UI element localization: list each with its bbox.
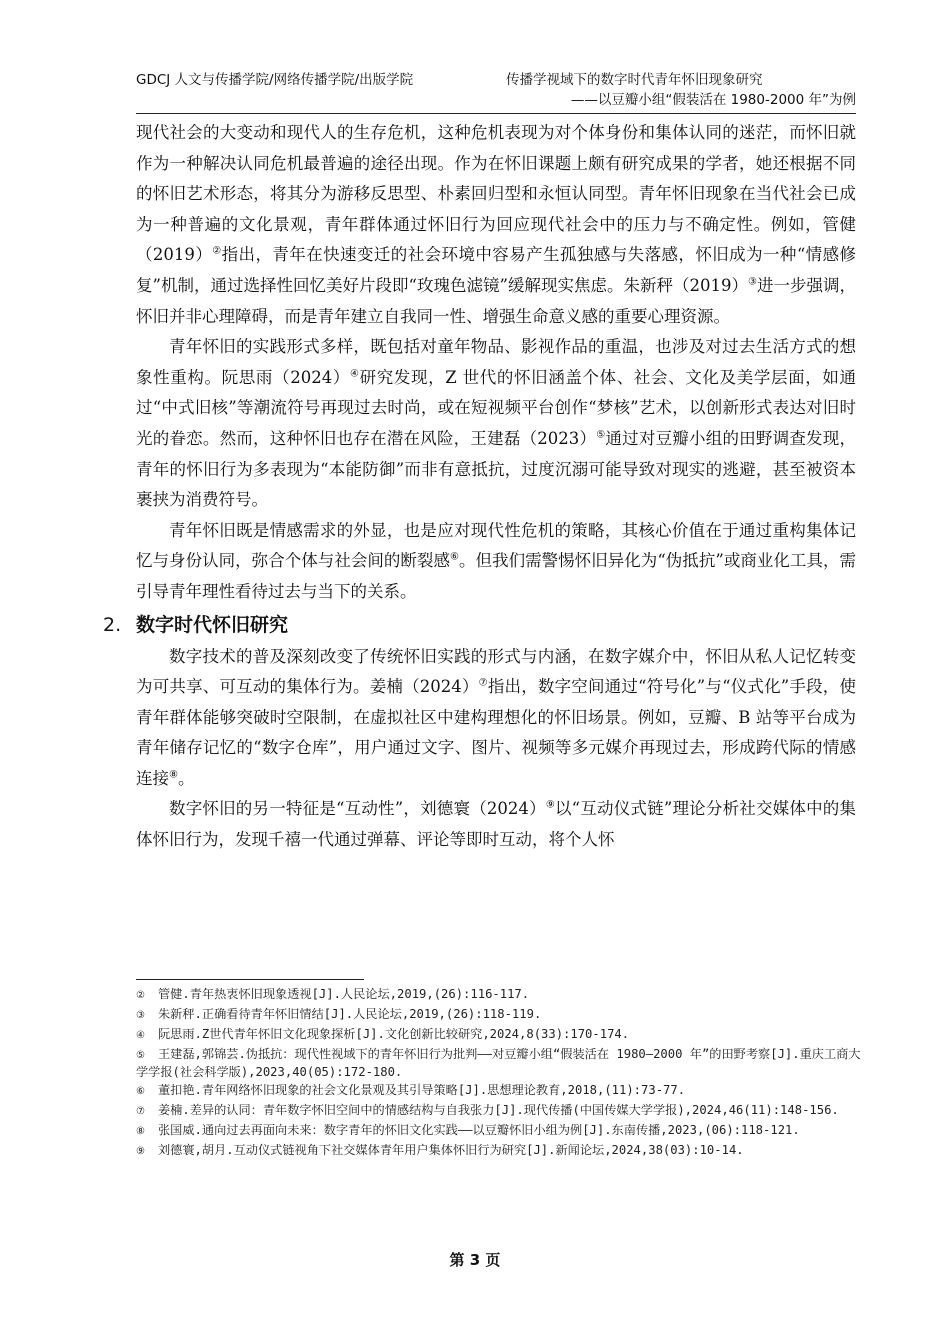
- paragraph-1: [136, 118, 856, 332]
- footnote: [136, 1045, 866, 1081]
- footnote-ref[interactable]: ⑧: [169, 769, 178, 781]
- footnote: [136, 985, 866, 1005]
- footnote-mark: ⑤: [136, 1050, 145, 1061]
- footnote-text: 管健.青年热衷怀旧现象透视[J].人民论坛,2019,(26):116-117.: [158, 987, 530, 1001]
- paragraph-text: 青年怀旧的实践形式多样，既包括对童年物品、影视作品的重温，也涉及对过去生活方式的想象性重构。阮思雨（2024）: [136, 337, 856, 387]
- header-divider: [136, 113, 856, 114]
- footnote: [136, 1101, 866, 1121]
- header-subtitle: ——以豆瓣小组“假装活在 1980-2000 年”为例: [570, 92, 856, 108]
- footnote: [136, 1121, 866, 1141]
- section-heading: [103, 608, 823, 642]
- paragraph-4: [136, 642, 856, 795]
- footnote-ref[interactable]: ④: [349, 368, 360, 380]
- main-body: [103, 118, 857, 856]
- footnote-ref[interactable]: ⑦: [478, 677, 488, 689]
- footnote-mark: ⑦: [136, 1106, 145, 1117]
- section-title: 数字时代怀旧研究: [136, 613, 289, 636]
- footnote-mark: ⑧: [136, 1126, 145, 1137]
- footnote-text: 姜楠.差异的认同：青年数字怀旧空间中的情感结构与自我张力[J].现代传播(中国传媒大学学报),2024,46(11):148-156.: [158, 1103, 839, 1117]
- paragraph-3: [136, 516, 856, 608]
- paragraph-text: 数字技术的普及深刻改变了传统怀旧实践的形式与内涵，在数字媒介中，怀旧从私人记忆转变为可共享、可互动的集体行为。姜楠（2024）: [136, 646, 856, 697]
- footnote-text: 董扣艳.青年网络怀旧现象的社会文化景观及其引导策略[J].思想理论教育,2018,(11):73-77.: [158, 1083, 686, 1097]
- paragraph-text: 数字怀旧的另一特征是“互动性”，刘德寰（2024）: [169, 799, 546, 819]
- paragraph-text: 指出，青年在快速变迁的社会环境中容易产生孤独感与失落感，怀旧成为一种“情感修复”机制，通过选择性回忆美好片段即“玫瑰色滤镜”缓解现实焦虑。朱新秤（2019）: [136, 245, 857, 295]
- footnote-ref[interactable]: ⑥: [450, 551, 459, 563]
- footnote-mark: ②: [136, 990, 145, 1001]
- paragraph-text: 。但我们需警惕怀旧异化为“伪抵抗”或商业化工具，需引导青年理性看待过去与当下的关系。: [136, 551, 857, 601]
- footnote: [136, 1081, 866, 1101]
- paragraph-text: 进一步强调，怀旧并非心理障碍，而是青年建立自我同一性、增强生命意义感的重要心理资源。: [136, 275, 857, 326]
- header-title: 传播学视域下的数字时代青年怀旧现象研究: [506, 72, 763, 88]
- page-header: [136, 66, 856, 118]
- paragraph-text: 指出，数字空间通过“符号化”与“仪式化”手段，使青年群体能够突破时空限制，在虚拟社区中建构理想化的怀旧场景。例如，豆瓣、B 站等平台成为青年储存记忆的“数字仓库”，用户通过文字、图片、视频等多元媒介再现过去，形成跨代际的情感连接: [136, 677, 856, 788]
- footnote-text: 刘德寰,胡月.互动仪式链视角下社交媒体青年用户集体怀旧行为研究[J].新闻论坛,2024,38(03):10-14.: [158, 1143, 744, 1157]
- footnote-ref[interactable]: ②: [212, 245, 222, 257]
- footnote-text: 张国威.通向过去再面向未来：数字青年的怀旧文化实践——以豆瓣怀旧小组为例[J].东南传播,2023,(06):118-121.: [158, 1123, 800, 1137]
- paragraph-text: 现代社会的大变动和现代人的生存危机，这种危机表现为对个体身份和集体认同的迷茫，而怀旧就作为一种解决认同危机最普遍的途径出现。作为在怀旧课题上颇有研究成果的学者，她还根据不同的怀旧艺术形态，将其分为游移反思型、朴素回归型和永恒认同型。青年怀旧现象在当代社会已成为一种普遍的文化景观，青年群体通过怀旧行为回应现代社会中的压力与不确定性。例如，管健（2019）: [136, 123, 856, 265]
- paragraph-text: 以“互动仪式链”理论分析社交媒体中的集体怀旧行为，发现千禧一代通过弹幕、评论等即时互动，将个人怀: [136, 799, 856, 850]
- footnote-mark: ⑨: [136, 1146, 145, 1157]
- footnote: [136, 1141, 866, 1161]
- footnote-ref[interactable]: ③: [748, 276, 757, 288]
- section-number: 2.: [103, 613, 122, 636]
- paragraph-text: 青年怀旧既是情感需求的外显，也是应对现代性危机的策略，其核心价值在于通过重构集体记忆与身份认同，弥合个体与社会间的断裂感: [136, 520, 856, 571]
- footnote: [136, 1005, 866, 1025]
- footnote-list: [136, 985, 866, 1161]
- footnote-ref[interactable]: ⑨: [545, 799, 555, 811]
- footnote: [136, 1025, 866, 1045]
- footnote-text: 王建磊,郭锦芸.伪抵抗：现代性视域下的青年怀旧行为批判——对豆瓣小组“假装活在 1980—2000 年”的田野考察[J].重庆工商大学学报(社会科学版),2023,40(05):172-180.: [136, 1047, 861, 1079]
- footnote-mark: ④: [136, 1030, 145, 1041]
- footnote-divider: [136, 979, 364, 980]
- footnote-text: 朱新秤.正确看待青年怀旧情结[J].人民论坛,2019,(26):118-119.: [158, 1007, 542, 1021]
- footnote-mark: ⑥: [136, 1086, 145, 1097]
- paragraph-text: 。: [177, 768, 195, 788]
- footnote-text: 阮思雨.Z世代青年怀旧文化现象探析[J].文化创新比较研究,2024,8(33):170-174.: [158, 1027, 630, 1041]
- page-number: 第 3 页: [449, 1251, 501, 1269]
- paragraph-2: [136, 332, 856, 516]
- paragraph-5: [136, 794, 856, 855]
- paragraph-text: 通过对豆瓣小组的田野调查发现，青年的怀旧行为多表现为“本能防御”而非有意抵抗，过度沉溺可能导致对现实的逃避，甚至被资本裹挟为消费符号。: [136, 428, 856, 510]
- paragraph-text: 研究发现，Z 世代的怀旧涵盖个体、社会、文化及美学层面，如通过“中式旧核”等潮流符号再现过去时尚，或在短视频平台创作“梦核”艺术，以创新形式表达对旧时光的眷恋。然而，这种怀旧也存在潜在风险，王建磊（2023）: [136, 367, 856, 448]
- header-institution: GDCJ 人文与传播学院/网络传播学院/出版学院: [136, 72, 414, 88]
- footnote-mark: ③: [136, 1010, 145, 1021]
- footnote-ref[interactable]: ⑤: [596, 429, 606, 441]
